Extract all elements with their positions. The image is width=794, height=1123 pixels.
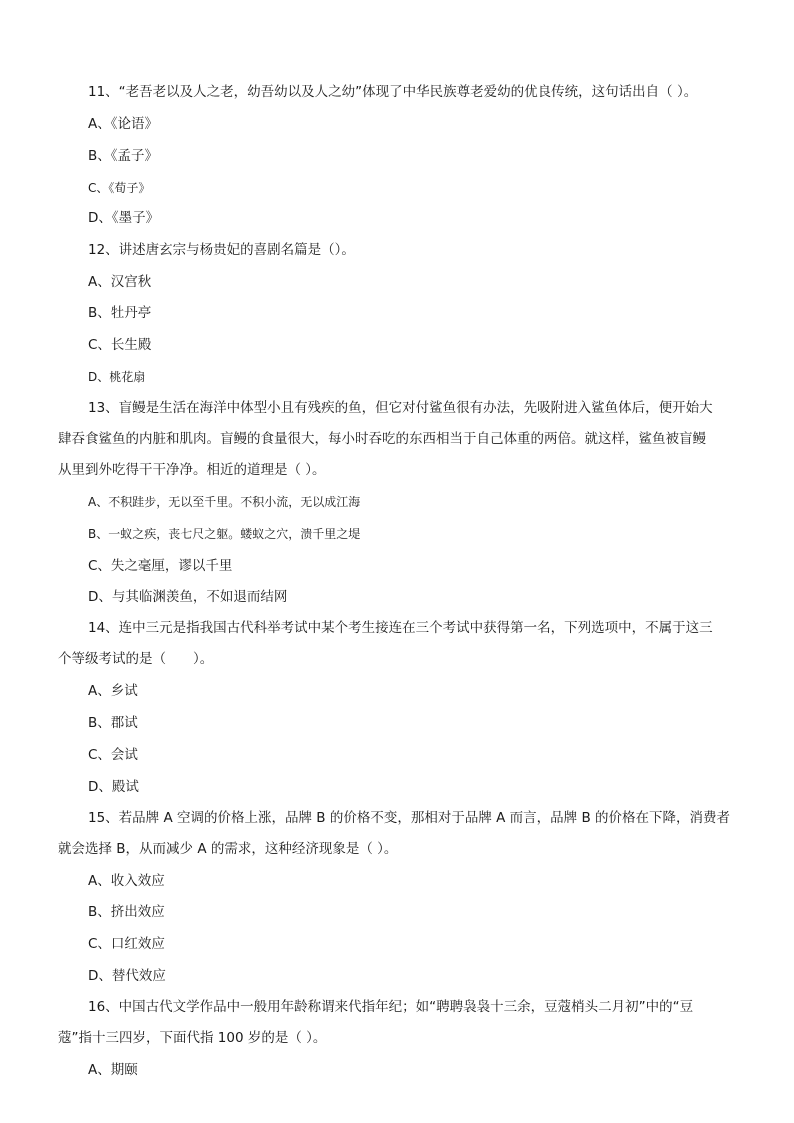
- question-14-option-b: B、郡试: [88, 715, 138, 731]
- question-11-option-d: D、《墨子》: [88, 210, 160, 226]
- question-14-option-d: D、殿试: [88, 779, 139, 795]
- question-12-option-d: D、桃花扇: [88, 370, 146, 384]
- question-16-text-line-2: 蔻”指十三四岁，下面代指 100 岁的是（ ）。: [58, 1030, 327, 1046]
- question-15-option-d: D、替代效应: [88, 968, 166, 984]
- question-12-text: 12、讲述唐玄宗与杨贵妃的喜剧名篇是（）。: [88, 242, 355, 258]
- question-14-option-c: C、会试: [88, 747, 138, 763]
- question-13-option-b: B、一蚁之疾，丧七尺之躯。蝼蚁之穴，溃千里之堤: [88, 527, 361, 541]
- question-14-text-line-2: 个等级考试的是（ ）。: [58, 651, 214, 667]
- question-15-option-b: B、挤出效应: [88, 904, 165, 920]
- question-13-option-c: C、失之毫厘，谬以千里: [88, 558, 233, 574]
- question-12-option-b: B、牡丹亭: [88, 305, 152, 321]
- question-13-text-line-2: 肆吞食鲨鱼的内脏和肌肉。盲鳗的食量很大，每小时吞吃的东西相当于自己体重的两倍。就这样，鲨鱼被盲鳗: [58, 431, 706, 447]
- question-13-option-d: D、与其临渊羡鱼，不如退而结网: [88, 589, 288, 605]
- question-14-text-line-1: 14、连中三元是指我国古代科举考试中某个考生接连在三个考试中获得第一名，下列选项中，不属于这三: [88, 620, 713, 636]
- question-15-option-c: C、口红效应: [88, 936, 165, 952]
- question-15-option-a: A、收入效应: [88, 873, 165, 889]
- question-15-text-line-2: 就会选择 B，从而减少 A 的需求，这种经济现象是（ ）。: [58, 841, 398, 857]
- question-12-option-a: A、汉宫秋: [88, 274, 152, 290]
- question-11-text: 11、“老吾老以及人之老，幼吾幼以及人之幼”体现了中华民族尊老爱幼的优良传统，这句话出自（ ）。: [88, 84, 698, 100]
- question-11-option-a: A、《论语》: [88, 116, 158, 132]
- question-13-text-line-3: 从里到外吃得干干净净。相近的道理是（ ）。: [58, 462, 326, 478]
- question-13-option-a: A、不积跬步，无以至千里。不积小流，无以成江海: [88, 495, 361, 509]
- question-14-option-a: A、乡试: [88, 683, 138, 699]
- question-16-option-a: A、期颐: [88, 1062, 138, 1078]
- question-11-option-b: B、《孟子》: [88, 148, 159, 164]
- question-11-option-c: C、《荀子》: [88, 181, 151, 195]
- question-15-text-line-1: 15、若品牌 A 空调的价格上涨，品牌 B 的价格不变，那相对于品牌 A 而言，品牌 B 的价格在下降，消费者: [88, 810, 731, 826]
- question-13-text-line-1: 13、盲鳗是生活在海洋中体型小且有残疾的鱼，但它对付鲨鱼很有办法，先吸附进入鲨鱼体后，便开始大: [88, 400, 713, 416]
- question-16-text-line-1: 16、中国古代文学作品中一般用年龄称谓来代指年纪；如“聘聘袅袅十三余，豆蔻梢头二月初”中的“豆: [88, 999, 694, 1015]
- question-12-option-c: C、长生殿: [88, 337, 152, 353]
